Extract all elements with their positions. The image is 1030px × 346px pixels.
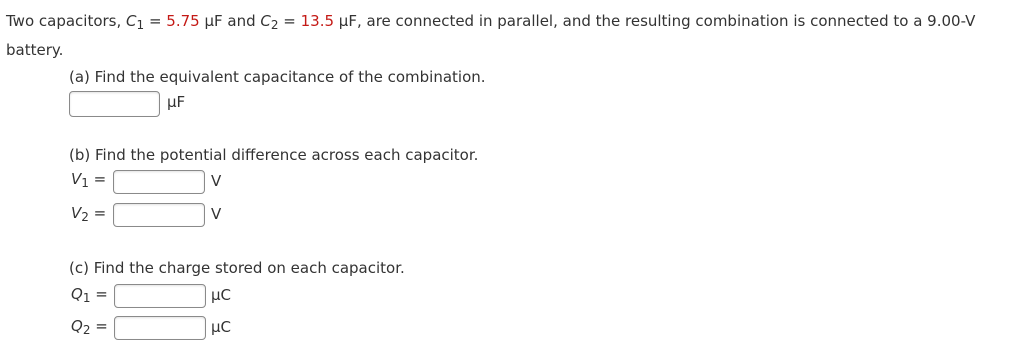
part-a-unit: μF [167,93,186,111]
q1-label: $Q_1$ = [71,285,108,305]
c1-unit-text: μF and [199,12,261,30]
equals-sign: = [278,12,301,30]
v1-input[interactable] [113,170,205,194]
c1-subscript: 1 [136,18,145,32]
c1-symbol: C [126,12,137,30]
problem-line2: battery. [6,41,64,59]
v1-unit: V [211,172,222,190]
v1-label: $V_1$ = [71,170,107,190]
v2-input[interactable] [113,203,205,227]
part-a-title: (a) Find the equivalent capacitance of the combination. [69,68,486,86]
problem-statement [6,7,1028,64]
q2-input[interactable] [114,316,206,340]
v2-label: $V_2$ = [71,204,107,224]
q1-input[interactable] [114,284,206,308]
q2-unit: μC [211,318,232,336]
equivalent-capacitance-input[interactable] [69,91,160,117]
problem-rest: μF, are connected in parallel, and the resulting combination is connected to a 9.00-V [334,12,976,30]
c2-value: 13.5 [300,12,335,30]
v2-unit: V [211,205,222,223]
q2-label: $Q_2$ = [71,317,108,337]
c2-symbol: C [260,12,271,30]
equals-sign: = [144,12,167,30]
c2-subscript: 2 [270,18,279,32]
q1-unit: μC [211,286,232,304]
part-c-title: (c) Find the charge stored on each capacitor. [69,259,405,277]
part-b-title: (b) Find the potential difference across each capacitor. [69,146,479,164]
c1-value: 5.75 [166,12,200,30]
problem-intro: Two capacitors, [6,12,127,30]
